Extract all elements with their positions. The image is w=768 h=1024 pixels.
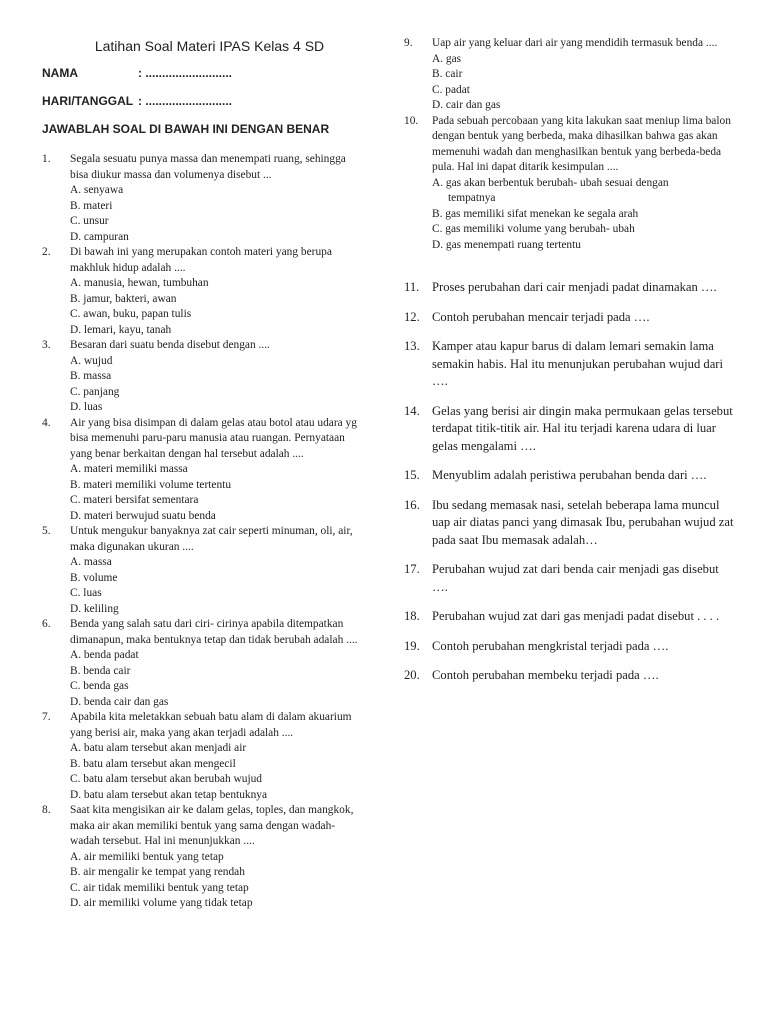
answer-option: C. luas	[70, 587, 102, 599]
answer-option: C. padat	[432, 83, 470, 96]
question-number: 14.	[404, 403, 420, 418]
multiple-choice-list-right	[404, 36, 734, 253]
question-number: 20.	[404, 668, 420, 682]
question-text: Uap air yang keluar dari air yang mendidih termasuk benda ....	[432, 37, 718, 49]
answer-option: A. materi memiliki massa	[70, 463, 188, 475]
question-text: Perubahan wujud zat dari gas menjadi padat disebut . . . .	[432, 609, 720, 623]
question-text: Benda yang salah satu dari ciri- cirinya apabila ditempatkan dimanapun, maka bentuknya tetap dan tidak berubah adalah ....	[70, 618, 358, 646]
answer-option: D. luas	[70, 401, 103, 413]
essay-question-item	[404, 638, 734, 656]
question-body	[70, 152, 367, 245]
question-text: Segala sesuatu punya massa dan menempati ruang, sehingga bisa diukur massa dan volumenya disebut ...	[70, 153, 346, 181]
answer-option: D. lemari, kayu, tanah	[70, 323, 172, 336]
multiple-choice-list-left	[42, 152, 367, 912]
question-text: Besaran dari suatu benda disebut dengan ....	[70, 339, 270, 351]
answer-option: B. cair	[432, 68, 463, 80]
question-number: 12.	[404, 309, 420, 324]
answer-option: C. materi bersifat sementara	[70, 494, 199, 506]
essay-question-item	[404, 497, 734, 550]
date-label: HARI/TANGGAL	[42, 94, 134, 108]
page-title: Latihan Soal Materi IPAS Kelas 4 SD	[94, 38, 325, 54]
question-number: 19.	[404, 638, 420, 653]
question-text: Perubahan wujud zat dari benda cair menjadi gas disebut ….	[432, 562, 719, 594]
answer-option: C. gas memiliki volume yang berubah- ubah	[432, 223, 635, 235]
question-text: Di bawah ini yang merupakan contoh materi yang berupa makhluk hidup adalah ....	[70, 246, 332, 274]
question-text: Untuk mengukur banyaknya zat cair seperti minuman, oli, air, maka digunakan ukuran ....	[70, 525, 353, 553]
question-text: Pada sebuah percobaan yang kita lakukan saat meniup lima balon dengan bentuk yang berbeda, maka dihasilkan bahwa gas akan memenuhi wadah dan menghasilkan bentuk yang berbeda-beda pula. Hal ini dapat ditarik kesimpulan ....	[432, 114, 731, 173]
question-number: 2.	[42, 246, 51, 258]
question-text: Contoh perubahan mengkristal terjadi pada ….	[432, 638, 669, 653]
answer-option: B. materi	[70, 199, 113, 212]
answer-option: A. wujud	[70, 354, 113, 367]
essay-question-item	[404, 467, 734, 485]
question-item	[42, 152, 367, 245]
essay-question-item	[404, 608, 734, 626]
answer-option: A. air memiliki bentuk yang tetap	[70, 850, 224, 863]
question-text: Kamper atau kapur barus di dalam lemari semakin lama semakin habis. Hal itu menunjukan perubahan wujud dari ….	[432, 339, 723, 388]
answer-option: B. air mengalir ke tempat yang rendah	[70, 866, 245, 878]
answer-option: A. gas akan berbentuk berubah- ubah sesuai dengan	[432, 176, 669, 189]
question-text: Menyublim adalah peristiwa perubahan benda dari ….	[432, 468, 707, 482]
answer-option: D. air memiliki volume yang tidak tetap	[70, 897, 253, 909]
answer-option: A. batu alam tersebut akan menjadi air	[70, 742, 247, 754]
essay-question-item	[404, 338, 734, 391]
name-field	[42, 66, 367, 82]
question-number: 18.	[404, 609, 420, 623]
answer-option: A. senyawa	[70, 184, 124, 196]
question-item	[42, 416, 367, 525]
answer-option: C. panjang	[70, 385, 120, 398]
question-text: Proses perubahan dari cair menjadi padat dinamakan ….	[432, 280, 717, 294]
question-body	[432, 114, 734, 254]
answer-option: D. benda cair dan gas	[70, 695, 169, 708]
essay-question-item	[404, 279, 734, 297]
question-body	[70, 416, 367, 525]
question-number: 4.	[42, 416, 51, 429]
question-item	[404, 36, 734, 114]
question-number: 1.	[42, 153, 51, 165]
date-blank: : ..........................	[138, 94, 233, 108]
instruction-text: JAWABLAH SOAL DI BAWAH INI DENGAN BENAR	[42, 122, 330, 136]
answer-option: C. batu alam tersebut akan berubah wujud	[70, 773, 263, 785]
answer-option: D. batu alam tersebut akan tetap bentuknya	[70, 788, 268, 801]
answer-option: D. campuran	[70, 230, 129, 243]
name-blank: : ..........................	[138, 66, 233, 80]
answer-option: C. unsur	[70, 215, 109, 227]
question-item	[404, 114, 734, 254]
question-number: 13.	[404, 339, 420, 353]
question-number: 8.	[42, 804, 51, 816]
answer-option: C. awan, buku, papan tulis	[70, 308, 192, 320]
essay-question-item	[404, 561, 734, 596]
answer-option: D. gas menempati ruang tertentu	[432, 238, 581, 251]
date-field	[42, 94, 367, 110]
answer-option: B. materi memiliki volume tertentu	[70, 478, 232, 491]
question-text: Gelas yang berisi air dingin maka permukaan gelas tersebut terdapat titik-titik air. Hal itu terjadi karena udara di luar gelas mengalami ….	[432, 403, 733, 453]
question-item	[42, 524, 367, 617]
question-number: 16.	[404, 497, 420, 512]
answer-option: B. batu alam tersebut akan mengecil	[70, 757, 236, 770]
left-column	[42, 30, 367, 912]
question-number: 17.	[404, 562, 420, 576]
essay-question-item	[404, 403, 734, 456]
answer-option: A. manusia, hewan, tumbuhan	[70, 277, 209, 289]
question-body	[70, 710, 367, 803]
question-number: 10.	[404, 114, 419, 127]
answer-option: A. massa	[70, 556, 112, 568]
question-item	[42, 710, 367, 803]
name-label: NAMA	[42, 66, 78, 80]
answer-option: A. gas	[432, 52, 462, 65]
question-text: Ibu sedang memasak nasi, setelah beberapa lama muncul uap air diatas panci yang dimasak Ibu, perubahan wujud zat pada saat Ibu memasak adalah…	[432, 497, 734, 547]
answer-option: B. massa	[70, 370, 112, 382]
essay-question-item	[404, 667, 734, 685]
question-number: 5.	[42, 525, 51, 537]
question-number: 15.	[404, 468, 420, 482]
answer-option: C. benda gas	[70, 680, 129, 692]
question-item	[42, 245, 367, 338]
question-body	[70, 617, 367, 710]
question-number: 3.	[42, 339, 51, 351]
question-text: Air yang bisa disimpan di dalam gelas atau botol atau udara yg bisa memenuhi paru-paru manusia atau ruangan. Pernyataan yang benar berkaitan dengan hal tersebut adalah ....	[70, 416, 357, 460]
question-body	[432, 36, 734, 114]
question-text: Contoh perubahan membeku terjadi pada ….	[432, 668, 659, 682]
question-body	[70, 803, 367, 912]
question-text: Apabila kita meletakkan sebuah batu alam di dalam akuarium yang berisi air, maka yang akan terjadi adalah ....	[70, 711, 352, 739]
question-text: Saat kita mengisikan air ke dalam gelas, toples, dan mangkok, maka air akan memiliki bentuk yang sama dengan wadah- wadah tersebut. Hal ini menunjukkan ....	[70, 804, 354, 847]
answer-option: B. gas memiliki sifat menekan ke segala arah	[432, 207, 639, 220]
question-number: 7.	[42, 711, 51, 723]
question-item	[42, 617, 367, 710]
question-body	[70, 524, 367, 617]
answer-option: B. volume	[70, 571, 118, 584]
essay-question-list	[404, 279, 734, 685]
right-column	[404, 36, 734, 697]
answer-option: D. cair dan gas	[432, 99, 501, 111]
answer-option: D. materi berwujud suatu benda	[70, 509, 216, 522]
answer-option: tempatnya	[448, 192, 496, 204]
question-body	[70, 338, 367, 416]
answer-option: B. jamur, bakteri, awan	[70, 292, 177, 305]
question-text: Contoh perubahan mencair terjadi pada ….	[432, 309, 650, 324]
question-number: 6.	[42, 618, 51, 630]
answer-option: C. air tidak memiliki bentuk yang tetap	[70, 881, 249, 894]
answer-option: A. benda padat	[70, 649, 139, 661]
answer-option: D. keliling	[70, 602, 119, 615]
question-body	[70, 245, 367, 338]
essay-question-item	[404, 309, 734, 327]
question-item	[42, 803, 367, 912]
question-number: 11.	[404, 280, 420, 294]
answer-option: B. benda cair	[70, 664, 131, 677]
question-item	[42, 338, 367, 416]
question-number: 9.	[404, 37, 413, 49]
